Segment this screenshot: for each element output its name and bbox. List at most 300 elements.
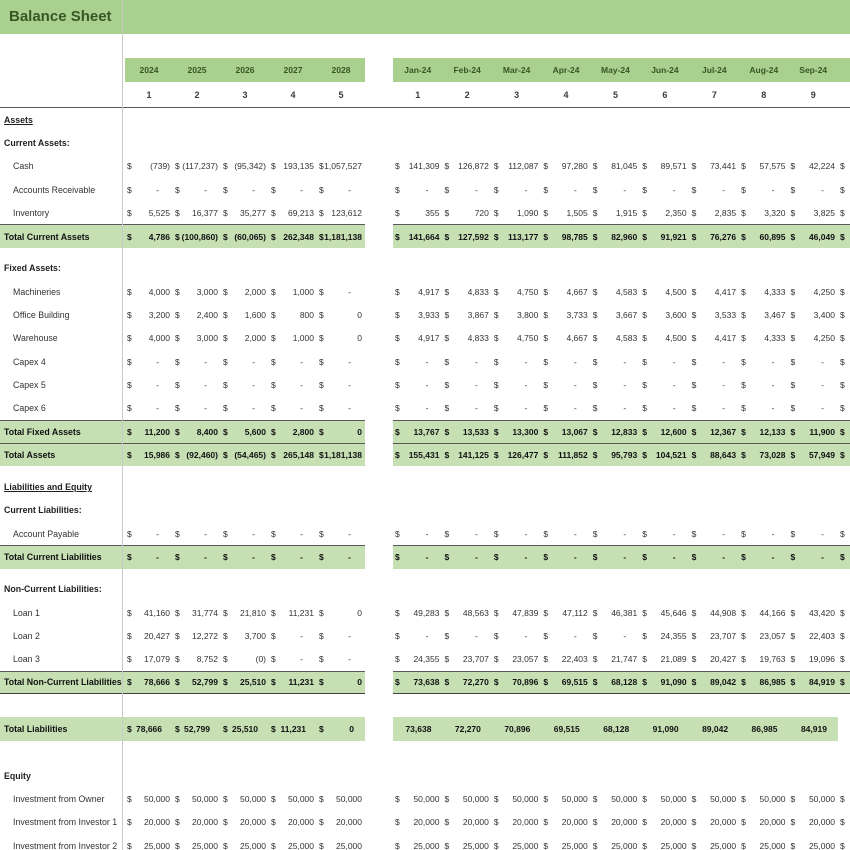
value-cell[interactable] — [640, 178, 689, 201]
year-header-cell[interactable]: 2028 — [331, 65, 351, 75]
row-label[interactable]: Investment from Investor 1 — [13, 817, 118, 828]
value-cell[interactable] — [739, 397, 788, 420]
overflow-dollar-cell[interactable]: $ — [838, 545, 850, 568]
value-cell[interactable] — [317, 350, 365, 373]
value-cell[interactable] — [541, 303, 590, 326]
month-header-cell[interactable]: Jul-24 — [702, 65, 727, 75]
value-cell[interactable] — [125, 155, 173, 178]
value-cell[interactable] — [640, 280, 689, 303]
value-cell[interactable] — [221, 834, 269, 850]
value-cell[interactable] — [739, 303, 788, 326]
value-cell[interactable] — [269, 601, 317, 624]
period-number-cell[interactable]: 1 — [415, 89, 421, 100]
value-cell[interactable] — [739, 648, 788, 671]
value-cell[interactable] — [317, 225, 365, 247]
value-cell[interactable] — [739, 444, 788, 466]
value-cell[interactable] — [221, 280, 269, 303]
value-cell[interactable] — [541, 717, 590, 740]
overflow-dollar-cell[interactable]: $ — [840, 817, 845, 828]
value-cell[interactable] — [442, 373, 491, 396]
value-cell[interactable] — [492, 225, 541, 247]
value-cell[interactable] — [591, 327, 640, 350]
value-cell[interactable] — [690, 201, 739, 224]
value-cell[interactable] — [317, 280, 365, 303]
row-label[interactable]: Loan 3 — [13, 654, 40, 665]
period-number-cell[interactable]: 7 — [711, 89, 717, 100]
value-cell[interactable] — [125, 225, 173, 247]
value-cell[interactable] — [125, 327, 173, 350]
row-label[interactable]: Inventory — [13, 207, 50, 218]
value-cell[interactable] — [173, 717, 221, 740]
value-cell[interactable] — [789, 178, 838, 201]
value-cell[interactable] — [442, 397, 491, 420]
value-cell[interactable] — [442, 811, 491, 834]
value-cell[interactable] — [221, 327, 269, 350]
value-cell[interactable] — [640, 373, 689, 396]
row-label[interactable]: Fixed Assets: — [4, 263, 61, 274]
value-cell[interactable] — [640, 522, 689, 545]
value-cell[interactable] — [173, 397, 221, 420]
value-cell[interactable] — [442, 280, 491, 303]
value-cell[interactable] — [269, 546, 317, 568]
value-cell[interactable] — [492, 201, 541, 224]
value-cell[interactable] — [739, 421, 788, 443]
value-cell[interactable] — [492, 373, 541, 396]
value-cell[interactable] — [541, 225, 590, 247]
value-cell[interactable] — [221, 201, 269, 224]
value-cell[interactable] — [640, 350, 689, 373]
value-cell[interactable] — [591, 444, 640, 466]
value-cell[interactable] — [690, 155, 739, 178]
value-cell[interactable] — [173, 327, 221, 350]
period-number-cell[interactable]: 5 — [338, 89, 344, 100]
value-cell[interactable] — [221, 717, 269, 740]
row-label[interactable]: Investment from Investor 2 — [13, 840, 118, 850]
value-cell[interactable] — [442, 522, 491, 545]
value-cell[interactable] — [173, 280, 221, 303]
period-number-cell[interactable]: 3 — [514, 89, 520, 100]
value-cell[interactable] — [173, 225, 221, 247]
value-cell[interactable] — [269, 327, 317, 350]
value-cell[interactable] — [690, 178, 739, 201]
value-cell[interactable] — [591, 717, 640, 740]
row-label[interactable]: Current Liabilities: — [4, 505, 82, 516]
value-cell[interactable] — [492, 397, 541, 420]
value-cell[interactable] — [739, 601, 788, 624]
value-cell[interactable] — [393, 787, 442, 810]
value-cell[interactable] — [221, 601, 269, 624]
value-cell[interactable] — [125, 178, 173, 201]
value-cell[interactable] — [442, 672, 491, 693]
value-cell[interactable] — [442, 787, 491, 810]
value-cell[interactable] — [269, 303, 317, 326]
value-cell[interactable] — [789, 811, 838, 834]
value-cell[interactable] — [789, 373, 838, 396]
value-cell[interactable] — [269, 717, 317, 740]
month-header-cell[interactable]: Feb-24 — [453, 65, 481, 75]
row-label[interactable]: Equity — [4, 770, 31, 781]
value-cell[interactable] — [541, 624, 590, 647]
value-cell[interactable] — [269, 834, 317, 850]
value-cell[interactable] — [317, 178, 365, 201]
value-cell[interactable] — [789, 601, 838, 624]
value-cell[interactable] — [173, 155, 221, 178]
value-cell[interactable] — [690, 373, 739, 396]
row-label[interactable]: Assets — [4, 114, 33, 125]
value-cell[interactable] — [173, 421, 221, 443]
value-cell[interactable] — [221, 350, 269, 373]
value-cell[interactable] — [442, 421, 491, 443]
value-cell[interactable] — [541, 373, 590, 396]
row-label[interactable]: Investment from Owner — [13, 793, 105, 804]
value-cell[interactable] — [591, 672, 640, 693]
row-label[interactable]: Liabilities and Equity — [4, 482, 92, 493]
value-cell[interactable] — [591, 811, 640, 834]
value-cell[interactable] — [442, 546, 491, 568]
value-cell[interactable] — [739, 178, 788, 201]
value-cell[interactable] — [492, 672, 541, 693]
value-cell[interactable] — [317, 834, 365, 850]
value-cell[interactable] — [221, 444, 269, 466]
overflow-dollar-cell[interactable]: $ — [840, 654, 845, 665]
value-cell[interactable] — [317, 811, 365, 834]
value-cell[interactable] — [173, 546, 221, 568]
value-cell[interactable] — [442, 444, 491, 466]
value-cell[interactable] — [541, 421, 590, 443]
value-cell[interactable] — [690, 717, 739, 740]
value-cell[interactable] — [739, 155, 788, 178]
value-cell[interactable] — [125, 280, 173, 303]
value-cell[interactable] — [591, 522, 640, 545]
value-cell[interactable] — [125, 397, 173, 420]
value-cell[interactable] — [393, 624, 442, 647]
value-cell[interactable] — [442, 178, 491, 201]
value-cell[interactable] — [317, 303, 365, 326]
value-cell[interactable] — [591, 350, 640, 373]
value-cell[interactable] — [492, 834, 541, 850]
row-label[interactable]: Total Assets — [0, 443, 126, 466]
value-cell[interactable] — [789, 155, 838, 178]
value-cell[interactable] — [690, 225, 739, 247]
month-header-cell[interactable]: May-24 — [601, 65, 630, 75]
value-cell[interactable] — [269, 178, 317, 201]
value-cell[interactable] — [393, 546, 442, 568]
value-cell[interactable] — [125, 717, 173, 740]
month-header-cell[interactable]: Apr-24 — [552, 65, 580, 75]
value-cell[interactable] — [591, 546, 640, 568]
value-cell[interactable] — [393, 397, 442, 420]
value-cell[interactable] — [492, 155, 541, 178]
value-cell[interactable] — [789, 444, 838, 466]
value-cell[interactable] — [393, 303, 442, 326]
value-cell[interactable] — [125, 522, 173, 545]
value-cell[interactable] — [739, 280, 788, 303]
value-cell[interactable] — [541, 397, 590, 420]
value-cell[interactable] — [690, 327, 739, 350]
value-cell[interactable] — [173, 787, 221, 810]
value-cell[interactable] — [221, 648, 269, 671]
value-cell[interactable] — [317, 717, 365, 740]
value-cell[interactable] — [393, 373, 442, 396]
value-cell[interactable] — [789, 787, 838, 810]
row-label[interactable]: Total Current Liabilities — [0, 545, 126, 568]
value-cell[interactable] — [442, 155, 491, 178]
row-label[interactable]: Loan 2 — [13, 630, 40, 641]
value-cell[interactable] — [591, 624, 640, 647]
value-cell[interactable] — [173, 672, 221, 693]
value-cell[interactable] — [640, 225, 689, 247]
value-cell[interactable] — [591, 178, 640, 201]
value-cell[interactable] — [789, 303, 838, 326]
value-cell[interactable] — [173, 648, 221, 671]
value-cell[interactable] — [221, 546, 269, 568]
value-cell[interactable] — [739, 834, 788, 850]
value-cell[interactable] — [640, 421, 689, 443]
row-label[interactable]: Total Current Assets — [0, 224, 126, 247]
value-cell[interactable] — [789, 225, 838, 247]
period-number-cell[interactable]: 2 — [464, 89, 470, 100]
row-label[interactable]: Capex 5 — [13, 379, 46, 390]
value-cell[interactable] — [221, 373, 269, 396]
value-cell[interactable] — [640, 201, 689, 224]
row-label[interactable]: Accounts Receivable — [13, 184, 96, 195]
value-cell[interactable] — [591, 421, 640, 443]
year-header-cell[interactable]: 2026 — [235, 65, 255, 75]
value-cell[interactable] — [125, 546, 173, 568]
overflow-dollar-cell[interactable]: $ — [840, 310, 845, 321]
value-cell[interactable] — [739, 546, 788, 568]
value-cell[interactable] — [789, 834, 838, 850]
value-cell[interactable] — [269, 624, 317, 647]
value-cell[interactable] — [125, 834, 173, 850]
value-cell[interactable] — [173, 178, 221, 201]
overflow-dollar-cell[interactable]: $ — [840, 184, 845, 195]
month-header-cell[interactable]: Aug-24 — [749, 65, 779, 75]
row-label[interactable]: Machineries — [13, 286, 61, 297]
value-cell[interactable] — [125, 601, 173, 624]
value-cell[interactable] — [269, 201, 317, 224]
value-cell[interactable] — [541, 444, 590, 466]
value-cell[interactable] — [393, 201, 442, 224]
row-label[interactable]: Total Non-Current Liabilities — [0, 671, 126, 694]
value-cell[interactable] — [541, 648, 590, 671]
value-cell[interactable] — [789, 201, 838, 224]
value-cell[interactable] — [269, 373, 317, 396]
value-cell[interactable] — [221, 225, 269, 247]
row-label[interactable]: Capex 6 — [13, 403, 46, 414]
value-cell[interactable] — [591, 280, 640, 303]
value-cell[interactable] — [492, 522, 541, 545]
value-cell[interactable] — [690, 787, 739, 810]
value-cell[interactable] — [690, 834, 739, 850]
value-cell[interactable] — [492, 280, 541, 303]
value-cell[interactable] — [591, 787, 640, 810]
value-cell[interactable] — [269, 421, 317, 443]
value-cell[interactable] — [393, 522, 442, 545]
value-cell[interactable] — [690, 444, 739, 466]
value-cell[interactable] — [393, 421, 442, 443]
value-cell[interactable] — [690, 522, 739, 545]
row-label[interactable]: Office Building — [13, 310, 70, 321]
value-cell[interactable] — [442, 350, 491, 373]
value-cell[interactable] — [173, 201, 221, 224]
value-cell[interactable] — [739, 811, 788, 834]
value-cell[interactable] — [591, 201, 640, 224]
value-cell[interactable] — [442, 601, 491, 624]
value-cell[interactable] — [125, 444, 173, 466]
value-cell[interactable] — [492, 303, 541, 326]
value-cell[interactable] — [640, 648, 689, 671]
value-cell[interactable] — [640, 834, 689, 850]
value-cell[interactable] — [173, 303, 221, 326]
value-cell[interactable] — [492, 546, 541, 568]
value-cell[interactable] — [690, 303, 739, 326]
value-cell[interactable] — [492, 717, 541, 740]
value-cell[interactable] — [690, 648, 739, 671]
value-cell[interactable] — [541, 546, 590, 568]
value-cell[interactable] — [541, 672, 590, 693]
value-cell[interactable] — [492, 624, 541, 647]
value-cell[interactable] — [442, 225, 491, 247]
overflow-dollar-cell[interactable]: $ — [840, 403, 845, 414]
value-cell[interactable] — [442, 834, 491, 850]
row-label[interactable]: Cash — [13, 161, 34, 172]
value-cell[interactable] — [640, 624, 689, 647]
value-cell[interactable] — [541, 601, 590, 624]
value-cell[interactable] — [269, 350, 317, 373]
value-cell[interactable] — [393, 717, 442, 740]
value-cell[interactable] — [317, 522, 365, 545]
value-cell[interactable] — [739, 201, 788, 224]
value-cell[interactable] — [690, 280, 739, 303]
value-cell[interactable] — [269, 648, 317, 671]
value-cell[interactable] — [739, 350, 788, 373]
overflow-dollar-cell[interactable]: $ — [840, 528, 845, 539]
period-number-cell[interactable]: 4 — [563, 89, 569, 100]
value-cell[interactable] — [541, 178, 590, 201]
value-cell[interactable] — [173, 373, 221, 396]
value-cell[interactable] — [317, 601, 365, 624]
value-cell[interactable] — [125, 421, 173, 443]
value-cell[interactable] — [173, 624, 221, 647]
value-cell[interactable] — [739, 624, 788, 647]
value-cell[interactable] — [221, 624, 269, 647]
value-cell[interactable] — [317, 444, 365, 466]
value-cell[interactable] — [591, 834, 640, 850]
value-cell[interactable] — [393, 327, 442, 350]
value-cell[interactable] — [125, 648, 173, 671]
value-cell[interactable] — [690, 350, 739, 373]
value-cell[interactable] — [269, 397, 317, 420]
value-cell[interactable] — [492, 421, 541, 443]
value-cell[interactable] — [173, 522, 221, 545]
value-cell[interactable] — [789, 624, 838, 647]
value-cell[interactable] — [492, 327, 541, 350]
overflow-dollar-cell[interactable]: $ — [838, 443, 850, 466]
row-label[interactable]: Total Liabilities — [0, 717, 126, 740]
value-cell[interactable] — [442, 303, 491, 326]
value-cell[interactable] — [317, 397, 365, 420]
row-label[interactable]: Total Fixed Assets — [0, 420, 126, 443]
value-cell[interactable] — [640, 155, 689, 178]
row-label[interactable]: Account Payable — [13, 528, 80, 539]
value-cell[interactable] — [125, 672, 173, 693]
value-cell[interactable] — [317, 787, 365, 810]
overflow-dollar-cell[interactable]: $ — [840, 207, 845, 218]
value-cell[interactable] — [690, 624, 739, 647]
value-cell[interactable] — [442, 717, 491, 740]
value-cell[interactable] — [393, 672, 442, 693]
value-cell[interactable] — [317, 373, 365, 396]
value-cell[interactable] — [541, 350, 590, 373]
value-cell[interactable] — [541, 834, 590, 850]
value-cell[interactable] — [393, 811, 442, 834]
value-cell[interactable] — [393, 280, 442, 303]
value-cell[interactable] — [789, 546, 838, 568]
value-cell[interactable] — [317, 155, 365, 178]
value-cell[interactable] — [640, 397, 689, 420]
value-cell[interactable] — [221, 397, 269, 420]
value-cell[interactable] — [492, 444, 541, 466]
value-cell[interactable] — [221, 811, 269, 834]
value-cell[interactable] — [125, 624, 173, 647]
value-cell[interactable] — [541, 327, 590, 350]
value-cell[interactable] — [739, 717, 788, 740]
value-cell[interactable] — [221, 522, 269, 545]
value-cell[interactable] — [739, 672, 788, 693]
value-cell[interactable] — [317, 327, 365, 350]
value-cell[interactable] — [640, 787, 689, 810]
row-label[interactable]: Non-Current Liabilities: — [4, 584, 102, 595]
value-cell[interactable] — [739, 373, 788, 396]
value-cell[interactable] — [640, 811, 689, 834]
value-cell[interactable] — [317, 546, 365, 568]
period-number-cell[interactable]: 2 — [194, 89, 200, 100]
value-cell[interactable] — [173, 811, 221, 834]
value-cell[interactable] — [125, 350, 173, 373]
overflow-dollar-cell[interactable]: $ — [838, 420, 850, 443]
value-cell[interactable] — [221, 178, 269, 201]
overflow-dollar-cell[interactable]: $ — [840, 333, 845, 344]
value-cell[interactable] — [173, 601, 221, 624]
value-cell[interactable] — [789, 397, 838, 420]
value-cell[interactable] — [393, 444, 442, 466]
value-cell[interactable] — [591, 303, 640, 326]
period-number-cell[interactable]: 3 — [242, 89, 248, 100]
value-cell[interactable] — [269, 225, 317, 247]
value-cell[interactable] — [317, 624, 365, 647]
value-cell[interactable] — [393, 601, 442, 624]
overflow-dollar-cell[interactable]: $ — [838, 671, 850, 694]
value-cell[interactable] — [317, 648, 365, 671]
value-cell[interactable] — [221, 303, 269, 326]
value-cell[interactable] — [789, 350, 838, 373]
value-cell[interactable] — [125, 811, 173, 834]
value-cell[interactable] — [541, 522, 590, 545]
value-cell[interactable] — [690, 546, 739, 568]
month-header-cell[interactable]: Mar-24 — [502, 65, 531, 75]
period-number-cell[interactable]: 6 — [662, 89, 668, 100]
month-header-cell[interactable]: Jun-24 — [651, 65, 679, 75]
value-cell[interactable] — [173, 834, 221, 850]
row-label[interactable]: Loan 1 — [13, 607, 40, 618]
overflow-dollar-cell[interactable]: $ — [840, 793, 845, 804]
period-number-cell[interactable]: 1 — [146, 89, 152, 100]
value-cell[interactable] — [125, 373, 173, 396]
value-cell[interactable] — [317, 201, 365, 224]
value-cell[interactable] — [789, 280, 838, 303]
value-cell[interactable] — [221, 672, 269, 693]
